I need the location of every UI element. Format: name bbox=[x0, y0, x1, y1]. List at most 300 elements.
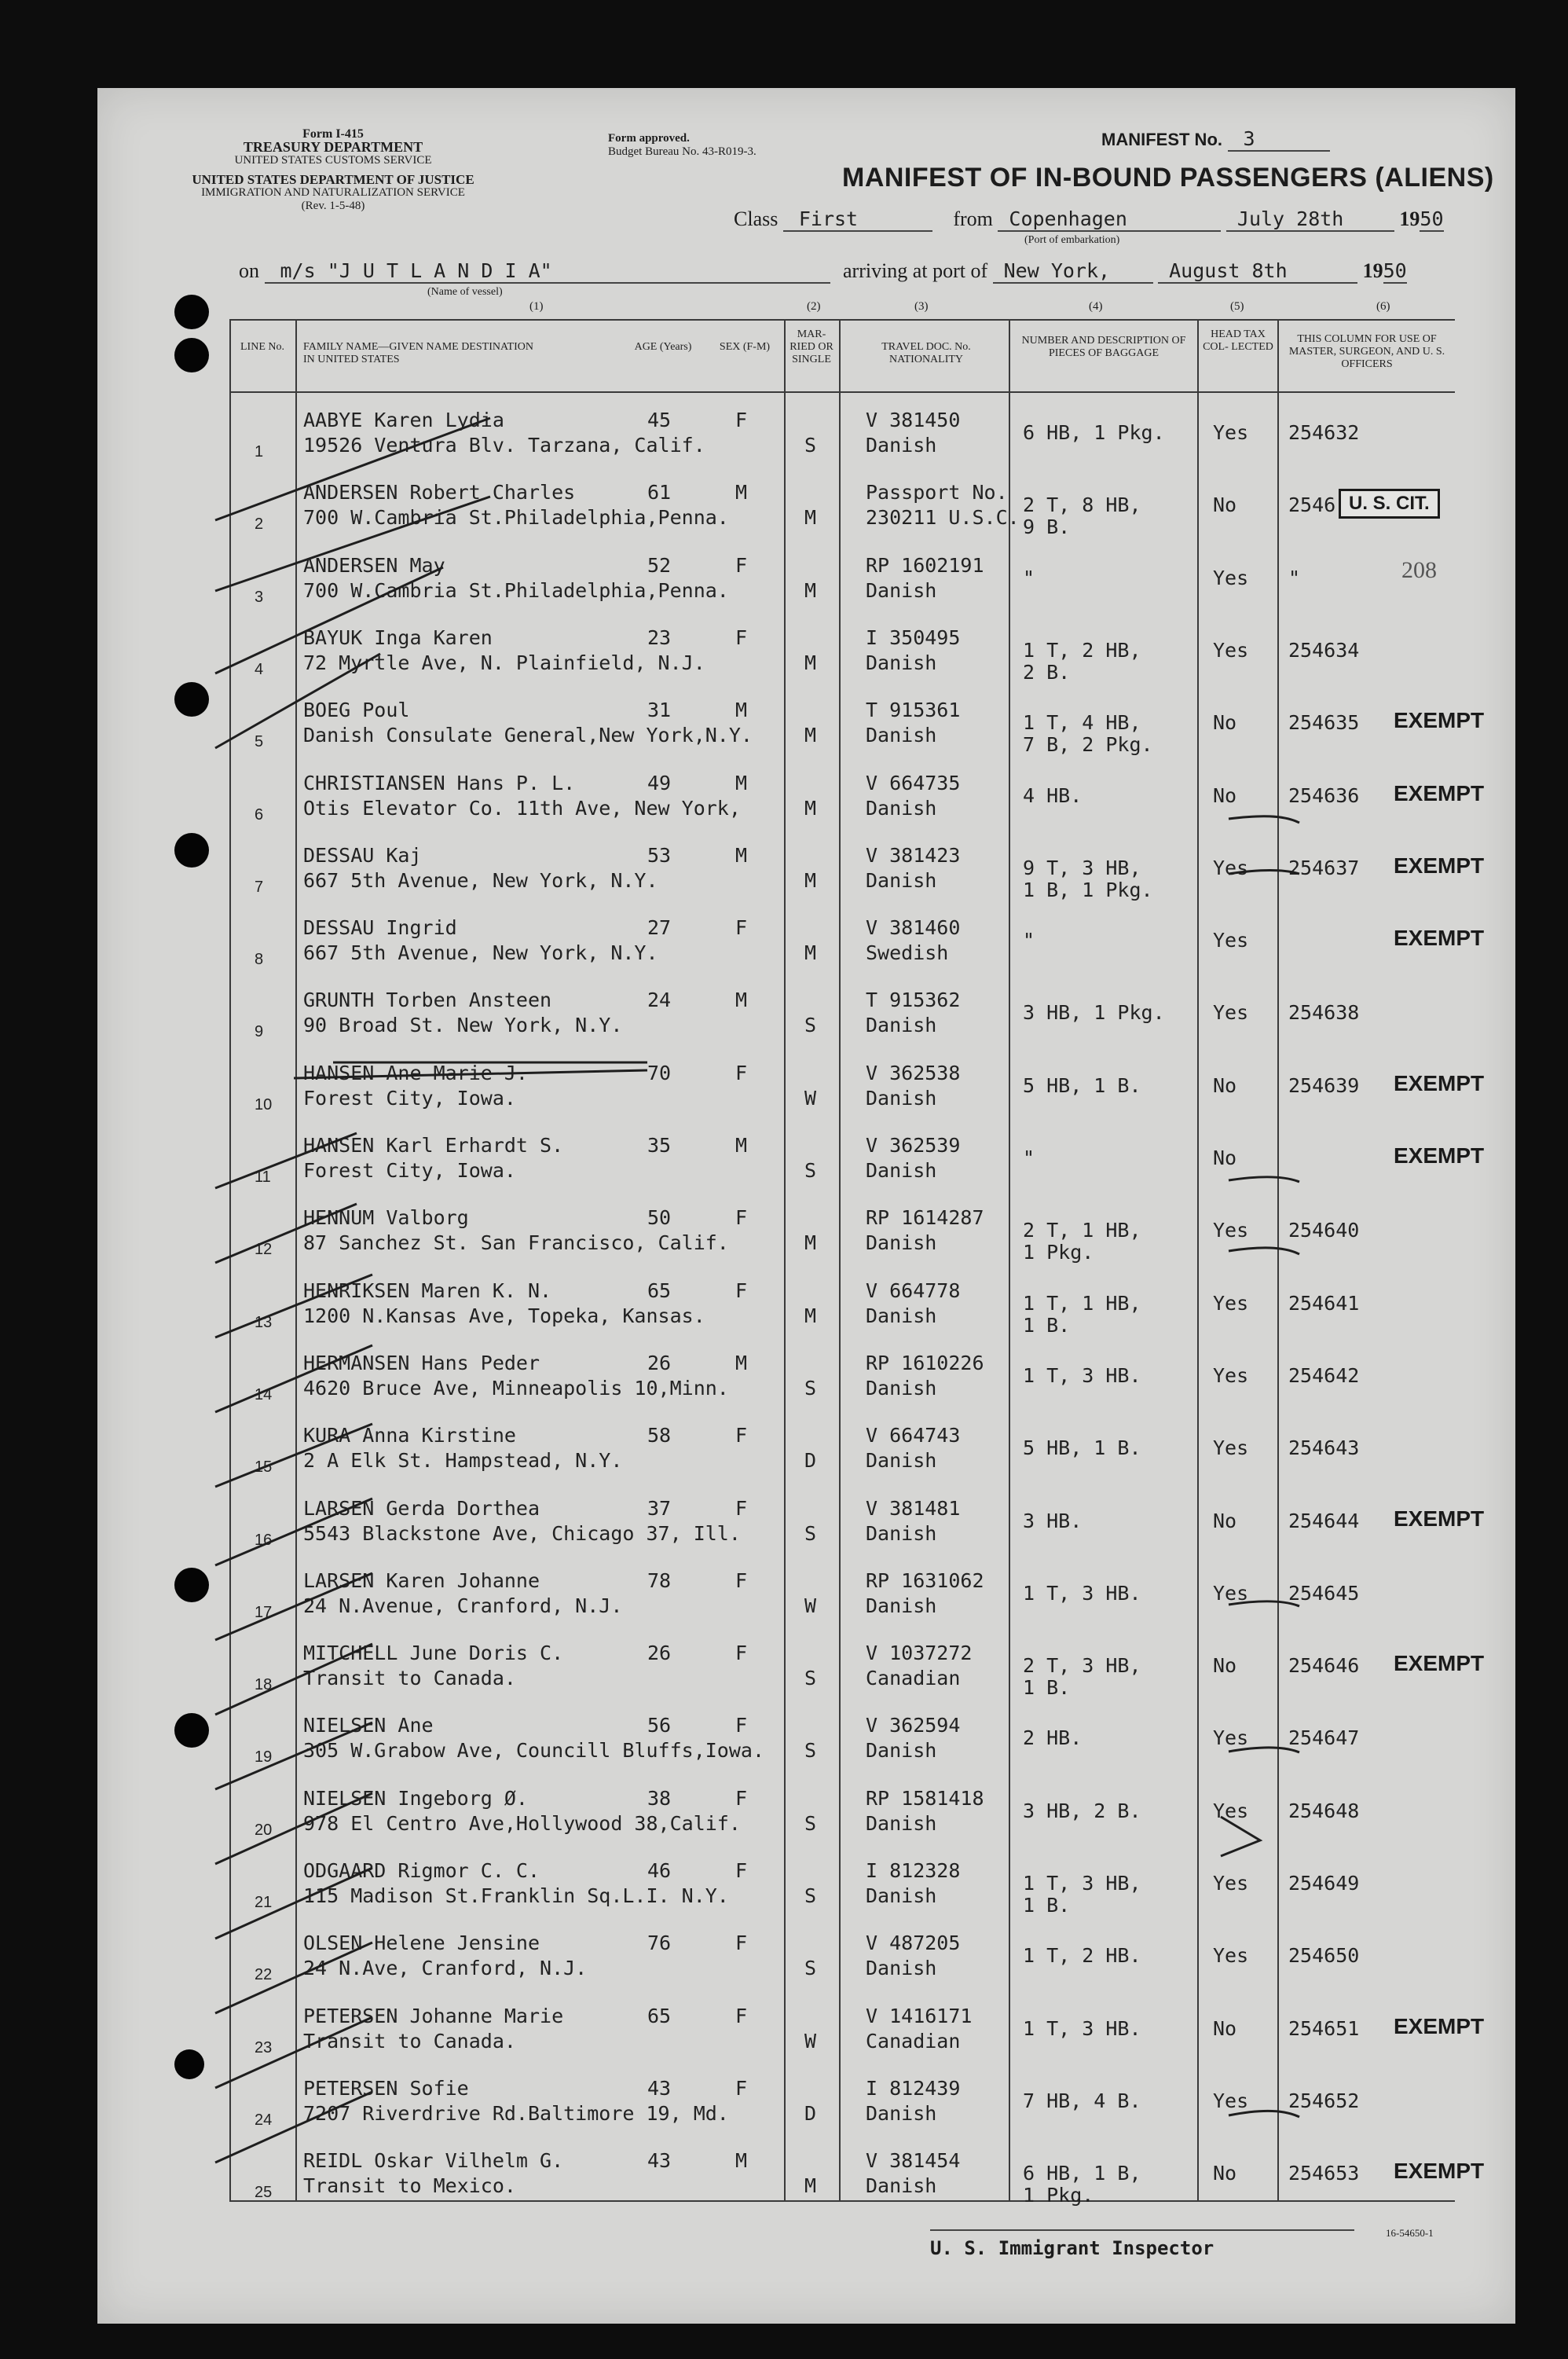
passenger-sex: M bbox=[735, 1134, 748, 1157]
passenger-name: ANDERSEN May bbox=[303, 553, 445, 577]
passenger-name: HENNUM Valborg bbox=[303, 1206, 469, 1230]
line-number: 16 bbox=[255, 1531, 273, 1549]
punch-hole-7 bbox=[174, 2049, 204, 2079]
baggage-line-1: " bbox=[1023, 1146, 1035, 1169]
arrival-date: August 8th bbox=[1158, 259, 1357, 284]
passenger-sex: M bbox=[735, 843, 748, 867]
passenger-marital-status: M bbox=[804, 796, 817, 820]
passenger-age: 45 bbox=[647, 409, 672, 431]
passenger-age: 38 bbox=[647, 1786, 672, 1810]
exempt-stamp: EXEMPT bbox=[1394, 1651, 1485, 1676]
head-tax-collected: Yes bbox=[1213, 2089, 1249, 2112]
passenger-nationality: Danish bbox=[866, 1376, 937, 1400]
exempt-stamp: EXEMPT bbox=[1394, 853, 1485, 878]
col-num-2: (2) bbox=[807, 300, 821, 313]
passenger-age: 70 bbox=[647, 1061, 672, 1084]
passenger-name: LARSEN Karen Johanne bbox=[303, 1568, 540, 1592]
line-number: 21 bbox=[255, 1894, 273, 1911]
passenger-destination: Forest City, Iowa. bbox=[303, 1086, 516, 1110]
passenger-destination: 667 5th Avenue, New York, N.Y. bbox=[303, 868, 658, 892]
line-number: 3 bbox=[255, 588, 264, 606]
officer-number: 254637 bbox=[1288, 856, 1360, 879]
punch-hole-3 bbox=[174, 682, 209, 717]
passenger-sex: F bbox=[735, 1932, 748, 1955]
officer-number: 254639 bbox=[1288, 1073, 1360, 1097]
inspector-signature-line bbox=[930, 2229, 1354, 2231]
exempt-stamp: EXEMPT bbox=[1394, 2013, 1485, 2038]
passenger-marital-status: S bbox=[804, 1884, 817, 1907]
baggage-line-1: 1 T, 3 HB. bbox=[1023, 1363, 1141, 1387]
baggage-line-1: 2 T, 3 HB, bbox=[1023, 1654, 1141, 1678]
passenger-sex: F bbox=[735, 2076, 748, 2100]
passenger-destination: 700 W.Cambria St.Philadelphia,Penna. bbox=[303, 506, 729, 530]
head-tax-collected: Yes bbox=[1213, 1219, 1249, 1242]
passenger-age: 76 bbox=[647, 1932, 672, 1955]
head-tax-collected: No bbox=[1213, 1146, 1237, 1169]
passenger-marital-status: M bbox=[804, 941, 817, 965]
baggage-line-2: 7 B, 2 Pkg. bbox=[1023, 733, 1153, 757]
passenger-age: 53 bbox=[647, 843, 672, 867]
passenger-destination: 24 N.Ave, Cranford, N.J. bbox=[303, 1957, 588, 1980]
passenger-nationality: Danish bbox=[866, 796, 937, 820]
passenger-age: 49 bbox=[647, 771, 672, 794]
passenger-marital-status: M bbox=[804, 2174, 817, 2198]
passenger-destination: Otis Elevator Co. 11th Ave, New York, bbox=[303, 796, 741, 820]
travel-doc-number: RP 1610226 bbox=[866, 1351, 984, 1374]
passenger-nationality: Danish bbox=[866, 2101, 937, 2125]
passenger-age: 52 bbox=[647, 553, 672, 577]
passenger-destination: 2 A Elk St. Hampstead, N.Y. bbox=[303, 1449, 623, 1473]
col-num-3: (3) bbox=[914, 300, 929, 313]
passenger-name: NIELSEN Ingeborg Ø. bbox=[303, 1786, 528, 1810]
rev-label: (Rev. 1-5-48) bbox=[301, 200, 365, 212]
col-head-officers: THIS COLUMN FOR USE OF MASTER, SURGEON, AND U. S. OFFICERS bbox=[1288, 333, 1445, 370]
head-tax-collected: Yes bbox=[1213, 1726, 1249, 1750]
passenger-marital-status: W bbox=[804, 1594, 817, 1617]
officer-number: " bbox=[1288, 566, 1301, 589]
manifest-page bbox=[97, 88, 1515, 2324]
head-tax-collected: No bbox=[1213, 1509, 1237, 1532]
line-number: 14 bbox=[255, 1385, 273, 1403]
passenger-age: 26 bbox=[647, 1642, 672, 1665]
baggage-line-1: 2 T, 8 HB, bbox=[1023, 493, 1141, 517]
passenger-marital-status: W bbox=[804, 1086, 817, 1110]
line-number: 6 bbox=[255, 805, 264, 824]
manifest-title: MANIFEST OF IN-BOUND PASSENGERS (ALIENS) bbox=[842, 163, 1494, 193]
passenger-name: LARSEN Gerda Dorthea bbox=[303, 1496, 540, 1520]
passenger-nationality: Danish bbox=[866, 1086, 937, 1110]
passenger-destination: Danish Consulate General,New York,N.Y. bbox=[303, 724, 753, 747]
col-head-sex: SEX (F-M) bbox=[719, 341, 771, 353]
travel-doc-number: V 664778 bbox=[866, 1279, 961, 1302]
passenger-age: 37 bbox=[647, 1496, 672, 1520]
passenger-sex: F bbox=[735, 1714, 748, 1737]
head-tax-collected: No bbox=[1213, 711, 1237, 735]
passenger-marital-status: S bbox=[804, 1739, 817, 1763]
baggage-line-1: 1 T, 1 HB, bbox=[1023, 1291, 1141, 1315]
passenger-marital-status: D bbox=[804, 2101, 817, 2125]
baggage-line-2: 1 B. bbox=[1023, 1313, 1071, 1337]
passenger-marital-status: S bbox=[804, 1376, 817, 1400]
exempt-stamp: EXEMPT bbox=[1394, 1143, 1485, 1168]
passenger-nationality: Danish bbox=[866, 724, 937, 747]
arrival-year: 50 bbox=[1383, 259, 1407, 282]
passenger-destination: 24 N.Avenue, Cranford, N.J. bbox=[303, 1594, 623, 1617]
officer-number: 254640 bbox=[1288, 1219, 1360, 1242]
passenger-name: HERMANSEN Hans Peder bbox=[303, 1351, 540, 1374]
baggage-line-2: 1 B. bbox=[1023, 1894, 1071, 1917]
passenger-name: GRUNTH Torben Ansteen bbox=[303, 989, 552, 1012]
passenger-name: KURA Anna Kirstine bbox=[303, 1424, 516, 1447]
exempt-stamp: EXEMPT bbox=[1394, 2159, 1485, 2184]
class-label: Class bbox=[734, 207, 779, 230]
passenger-name: BAYUK Inga Karen bbox=[303, 626, 493, 649]
manifest-number-label: MANIFEST No. bbox=[1101, 130, 1222, 149]
passenger-nationality: Danish bbox=[866, 1449, 937, 1473]
line-number: 13 bbox=[255, 1313, 273, 1331]
passenger-nationality: Swedish bbox=[866, 941, 949, 965]
passenger-nationality: Danish bbox=[866, 1739, 937, 1763]
officer-number: 254641 bbox=[1288, 1291, 1360, 1315]
passenger-name: PETERSEN Johanne Marie bbox=[303, 2004, 564, 2027]
line-number: 17 bbox=[255, 1603, 273, 1621]
passenger-sex: F bbox=[735, 1206, 748, 1230]
form-number: Form I-415 bbox=[302, 127, 364, 141]
line-number: 1 bbox=[255, 443, 264, 460]
head-tax-collected: Yes bbox=[1213, 1799, 1249, 1822]
travel-doc-number: V 381450 bbox=[866, 409, 961, 431]
head-tax-collected: Yes bbox=[1213, 1872, 1249, 1895]
officer-number: 254635 bbox=[1288, 711, 1360, 735]
justice-label: UNITED STATES DEPARTMENT OF JUSTICE bbox=[192, 172, 474, 187]
col-num-5: (5) bbox=[1230, 300, 1244, 313]
exempt-stamp: EXEMPT bbox=[1394, 1070, 1485, 1095]
passenger-marital-status: D bbox=[804, 1449, 817, 1473]
baggage-line-1: 1 T, 2 HB. bbox=[1023, 1944, 1141, 1968]
travel-doc-number: Passport No. bbox=[866, 481, 1008, 504]
passenger-nationality: Canadian bbox=[866, 2029, 961, 2053]
line-number: 19 bbox=[255, 1748, 273, 1766]
line-number: 9 bbox=[255, 1023, 264, 1041]
arriving-label: arriving at port of bbox=[843, 259, 988, 282]
year-prefix-1: 19 bbox=[1399, 207, 1420, 230]
arrival-port: New York, bbox=[993, 259, 1153, 284]
travel-doc-number: V 1037272 bbox=[866, 1642, 973, 1665]
passenger-nationality: Danish bbox=[866, 434, 937, 457]
passenger-sex: F bbox=[735, 553, 748, 577]
passenger-age: 31 bbox=[647, 699, 672, 722]
travel-doc-number: RP 1631062 bbox=[866, 1568, 984, 1592]
head-tax-collected: No bbox=[1213, 2162, 1237, 2185]
head-tax-collected: Yes bbox=[1213, 1581, 1249, 1605]
officer-number: 254644 bbox=[1288, 1509, 1360, 1532]
officer-number: 254653 bbox=[1288, 2162, 1360, 2185]
head-tax-collected: Yes bbox=[1213, 856, 1249, 879]
passenger-sex: F bbox=[735, 916, 748, 940]
passenger-destination: 4620 Bruce Ave, Minneapolis 10,Minn. bbox=[303, 1376, 729, 1400]
passenger-marital-status: S bbox=[804, 1014, 817, 1037]
passenger-destination: Transit to Canada. bbox=[303, 2029, 516, 2053]
passenger-age: 27 bbox=[647, 916, 672, 940]
passenger-sex: F bbox=[735, 1642, 748, 1665]
travel-doc-number: V 381460 bbox=[866, 916, 961, 940]
passenger-marital-status: M bbox=[804, 651, 817, 674]
line-number: 18 bbox=[255, 1676, 273, 1694]
passenger-sex: M bbox=[735, 481, 748, 504]
exempt-stamp: EXEMPT bbox=[1394, 708, 1485, 733]
handwriting-marks bbox=[97, 88, 1515, 2324]
line-number: 20 bbox=[255, 1821, 273, 1839]
passenger-nationality: Danish bbox=[866, 578, 937, 602]
head-tax-collected: Yes bbox=[1213, 1363, 1249, 1387]
passenger-destination: 305 W.Grabow Ave, Councill Bluffs,Iowa. bbox=[303, 1739, 764, 1763]
passenger-name: HANSEN Ane Marie J. bbox=[303, 1061, 528, 1084]
officer-number: 254642 bbox=[1288, 1363, 1360, 1387]
approved-label: Form approved. bbox=[608, 132, 690, 145]
passenger-nationality: Danish bbox=[866, 1159, 937, 1182]
travel-doc-number: T 915361 bbox=[866, 699, 961, 722]
passenger-nationality: Danish bbox=[866, 868, 937, 892]
baggage-line-1: 6 HB, 1 B, bbox=[1023, 2162, 1141, 2185]
officer-number: 254646 bbox=[1288, 1654, 1360, 1678]
passenger-name: HENRIKSEN Maren K. N. bbox=[303, 1279, 552, 1302]
treasury-label: TREASURY DEPARTMENT bbox=[243, 139, 423, 155]
passenger-name: CHRISTIANSEN Hans P. L. bbox=[303, 771, 576, 794]
passenger-sex: F bbox=[735, 1496, 748, 1520]
line-number: 2 bbox=[255, 515, 264, 534]
print-code: 16-54650-1 bbox=[1386, 2227, 1434, 2239]
passenger-destination: 87 Sanchez St. San Francisco, Calif. bbox=[303, 1231, 729, 1255]
baggage-line-1: 5 HB, 1 B. bbox=[1023, 1073, 1141, 1097]
head-tax-collected: Yes bbox=[1213, 566, 1249, 589]
exempt-stamp: EXEMPT bbox=[1394, 1506, 1485, 1531]
budget-label: Budget Bureau No. 43-R019-3. bbox=[608, 145, 757, 158]
passenger-nationality: Canadian bbox=[866, 1667, 961, 1690]
departure-date: July 28th bbox=[1226, 207, 1394, 232]
col-head-headtax: HEAD TAX COL- LECTED bbox=[1203, 328, 1273, 353]
passenger-age: 56 bbox=[647, 1714, 672, 1737]
passenger-age: 24 bbox=[647, 989, 672, 1012]
passenger-marital-status: M bbox=[804, 1304, 817, 1327]
travel-doc-number: V 664735 bbox=[866, 771, 961, 794]
passenger-age: 65 bbox=[647, 1279, 672, 1302]
passenger-name: REIDL Oskar Vilhelm G. bbox=[303, 2149, 564, 2173]
passenger-age: 43 bbox=[647, 2149, 672, 2173]
passenger-age: 35 bbox=[647, 1134, 672, 1157]
head-tax-collected: Yes bbox=[1213, 638, 1249, 662]
travel-doc-number: RP 1614287 bbox=[866, 1206, 984, 1230]
officer-number: 254652 bbox=[1288, 2089, 1360, 2112]
punch-hole-1 bbox=[174, 295, 209, 329]
passenger-sex: M bbox=[735, 2149, 748, 2173]
passenger-sex: F bbox=[735, 2004, 748, 2027]
passenger-marital-status: M bbox=[804, 578, 817, 602]
passenger-nationality: Danish bbox=[866, 1811, 937, 1835]
passenger-destination: 7207 Riverdrive Rd.Baltimore 19, Md. bbox=[303, 2101, 729, 2125]
embarkation-port: Copenhagen bbox=[998, 207, 1221, 232]
travel-doc-number: V 362594 bbox=[866, 1714, 961, 1737]
passenger-marital-status: M bbox=[804, 724, 817, 747]
baggage-line-1: 7 HB, 4 B. bbox=[1023, 2089, 1141, 2112]
head-tax-collected: Yes bbox=[1213, 421, 1249, 444]
vessel-name: m/s "J U T L A N D I A" bbox=[265, 259, 830, 284]
stamp-number: 208 bbox=[1401, 557, 1437, 583]
passenger-sex: F bbox=[735, 1568, 748, 1592]
punch-hole-6 bbox=[174, 1713, 209, 1748]
vessel-caption: (Name of vessel) bbox=[427, 286, 503, 298]
us-citizen-stamp: U. S. CIT. bbox=[1339, 489, 1440, 519]
passenger-age: 46 bbox=[647, 1859, 672, 1882]
passenger-sex: F bbox=[735, 1279, 748, 1302]
passenger-nationality: Danish bbox=[866, 1521, 937, 1545]
passenger-destination: 72 Myrtle Ave, N. Plainfield, N.J. bbox=[303, 651, 705, 674]
passenger-nationality: Danish bbox=[866, 2174, 937, 2198]
passenger-destination: 700 W.Cambria St.Philadelphia,Penna. bbox=[303, 578, 729, 602]
from-label: from bbox=[953, 207, 993, 230]
officer-number: 254647 bbox=[1288, 1726, 1360, 1750]
baggage-line-1: 1 T, 3 HB. bbox=[1023, 1581, 1141, 1605]
passenger-marital-status: M bbox=[804, 1231, 817, 1255]
officer-number: 254643 bbox=[1288, 1436, 1360, 1460]
passenger-age: 65 bbox=[647, 2004, 672, 2027]
officer-number: 2546 bbox=[1288, 493, 1336, 517]
passenger-age: 58 bbox=[647, 1424, 672, 1447]
travel-doc-number: V 1416171 bbox=[866, 2004, 973, 2027]
passenger-age: 43 bbox=[647, 2076, 672, 2100]
col-head-travel: TRAVEL DOC. No. NATIONALITY bbox=[881, 341, 971, 365]
manifest-number-value: 3 bbox=[1228, 127, 1330, 152]
travel-doc-number: V 362539 bbox=[866, 1134, 961, 1157]
passenger-name: NIELSEN Ane bbox=[303, 1714, 434, 1737]
passenger-name: ANDERSEN Robert Charles bbox=[303, 481, 576, 504]
col-head-name: FAMILY NAME—GIVEN NAME DESTINATION IN UNITED STATES bbox=[303, 341, 533, 365]
head-tax-collected: Yes bbox=[1213, 1001, 1249, 1025]
head-tax-collected: No bbox=[1213, 2016, 1237, 2040]
passenger-age: 23 bbox=[647, 626, 672, 649]
on-label: on bbox=[239, 259, 259, 282]
passenger-marital-status: M bbox=[804, 868, 817, 892]
baggage-line-1: 3 HB, 2 B. bbox=[1023, 1799, 1141, 1822]
passenger-name: DESSAU Kaj bbox=[303, 843, 422, 867]
baggage-line-2: 1 B, 1 Pkg. bbox=[1023, 878, 1153, 901]
passenger-marital-status: S bbox=[804, 1811, 817, 1835]
baggage-line-1: 2 T, 1 HB, bbox=[1023, 1219, 1141, 1242]
passenger-marital-status: W bbox=[804, 2029, 817, 2053]
passenger-marital-status: S bbox=[804, 1667, 817, 1690]
baggage-line-1: 9 T, 3 HB, bbox=[1023, 856, 1141, 879]
passenger-name: ODGAARD Rigmor C. C. bbox=[303, 1859, 540, 1882]
passenger-destination: 115 Madison St.Franklin Sq.L.I. N.Y. bbox=[303, 1884, 729, 1907]
passenger-sex: M bbox=[735, 771, 748, 794]
baggage-line-1: 1 T, 2 HB, bbox=[1023, 638, 1141, 662]
passenger-marital-status: S bbox=[804, 1957, 817, 1980]
baggage-line-1: 1 T, 4 HB, bbox=[1023, 711, 1141, 735]
class-value: First bbox=[783, 207, 932, 232]
officer-number: 254649 bbox=[1288, 1872, 1360, 1895]
passenger-marital-status: M bbox=[804, 506, 817, 530]
travel-doc-number: RP 1581418 bbox=[866, 1786, 984, 1810]
travel-doc-number: V 381454 bbox=[866, 2149, 961, 2173]
line-number: 25 bbox=[255, 2184, 273, 2202]
head-tax-collected: Yes bbox=[1213, 1436, 1249, 1460]
travel-doc-number: T 915362 bbox=[866, 989, 961, 1012]
head-tax-collected: Yes bbox=[1213, 1291, 1249, 1315]
passenger-name: MITCHELL June Doris C. bbox=[303, 1642, 564, 1665]
passenger-age: 78 bbox=[647, 1568, 672, 1592]
line-number: 4 bbox=[255, 660, 264, 678]
col-head-line: LINE No. bbox=[240, 341, 284, 353]
officer-number: 254638 bbox=[1288, 1001, 1360, 1025]
passenger-sex: M bbox=[735, 989, 748, 1012]
passenger-nationality: Danish bbox=[866, 1957, 937, 1980]
punch-hole-4 bbox=[174, 833, 209, 868]
travel-doc-number: V 362538 bbox=[866, 1061, 961, 1084]
line-number: 23 bbox=[255, 2038, 273, 2056]
travel-doc-number: V 487205 bbox=[866, 1932, 961, 1955]
passenger-nationality: Danish bbox=[866, 1231, 937, 1255]
departure-year: 50 bbox=[1420, 207, 1444, 230]
officer-number: 254645 bbox=[1288, 1581, 1360, 1605]
passenger-name: AABYE Karen Lydia bbox=[303, 409, 504, 431]
passenger-nationality: Danish bbox=[866, 1014, 937, 1037]
baggage-line-1: 6 HB, 1 Pkg. bbox=[1023, 421, 1165, 444]
passenger-destination: 978 El Centro Ave,Hollywood 38,Calif. bbox=[303, 1811, 741, 1835]
baggage-line-1: 3 HB, 1 Pkg. bbox=[1023, 1001, 1165, 1025]
passenger-sex: F bbox=[735, 1061, 748, 1084]
travel-doc-number: I 812439 bbox=[866, 2076, 961, 2100]
inspector-label: U. S. Immigrant Inspector bbox=[930, 2237, 1214, 2259]
passenger-destination: 1200 N.Kansas Ave, Topeka, Kansas. bbox=[303, 1304, 705, 1327]
travel-doc-number: I 812328 bbox=[866, 1859, 961, 1882]
baggage-line-1: 1 T, 3 HB. bbox=[1023, 2016, 1141, 2040]
passenger-destination: Transit to Canada. bbox=[303, 1667, 516, 1690]
line-number: 11 bbox=[255, 1168, 271, 1186]
passenger-destination: 19526 Ventura Blv. Tarzana, Calif. bbox=[303, 434, 705, 457]
officer-number: 254632 bbox=[1288, 421, 1360, 444]
passenger-name: BOEG Poul bbox=[303, 699, 410, 722]
year-prefix-2: 19 bbox=[1362, 259, 1383, 282]
col-num-6: (6) bbox=[1376, 300, 1390, 313]
line-number: 8 bbox=[255, 951, 264, 969]
passenger-sex: M bbox=[735, 699, 748, 722]
line-number: 24 bbox=[255, 2111, 273, 2129]
passenger-age: 61 bbox=[647, 481, 672, 504]
passenger-nationality: Danish bbox=[866, 651, 937, 674]
line-number: 15 bbox=[255, 1458, 273, 1477]
officer-number: 254636 bbox=[1288, 783, 1360, 807]
line-number: 7 bbox=[255, 878, 264, 896]
passenger-destination: 5543 Blackstone Ave, Chicago 37, Ill. bbox=[303, 1521, 741, 1545]
travel-doc-number: RP 1602191 bbox=[866, 553, 984, 577]
port-caption: (Port of embarkation) bbox=[1024, 234, 1120, 246]
baggage-line-2: 1 Pkg. bbox=[1023, 2184, 1094, 2207]
baggage-line-2: 1 B. bbox=[1023, 1676, 1071, 1700]
officer-number: 254648 bbox=[1288, 1799, 1360, 1822]
passenger-sex: F bbox=[735, 409, 748, 431]
travel-doc-number: V 381423 bbox=[866, 843, 961, 867]
baggage-line-2: 2 B. bbox=[1023, 660, 1071, 684]
passenger-marital-status: S bbox=[804, 434, 817, 457]
passenger-name: DESSAU Ingrid bbox=[303, 916, 457, 940]
passenger-nationality: Danish bbox=[866, 1594, 937, 1617]
passenger-sex: M bbox=[735, 1351, 748, 1374]
ins-label: IMMIGRATION AND NATURALIZATION SERVICE bbox=[201, 186, 465, 199]
line-number: 10 bbox=[255, 1095, 273, 1113]
passenger-nationality: 230211 U.S.C. bbox=[866, 506, 1020, 530]
head-tax-collected: No bbox=[1213, 783, 1237, 807]
head-tax-collected: Yes bbox=[1213, 1944, 1249, 1968]
passenger-sex: F bbox=[735, 1859, 748, 1882]
